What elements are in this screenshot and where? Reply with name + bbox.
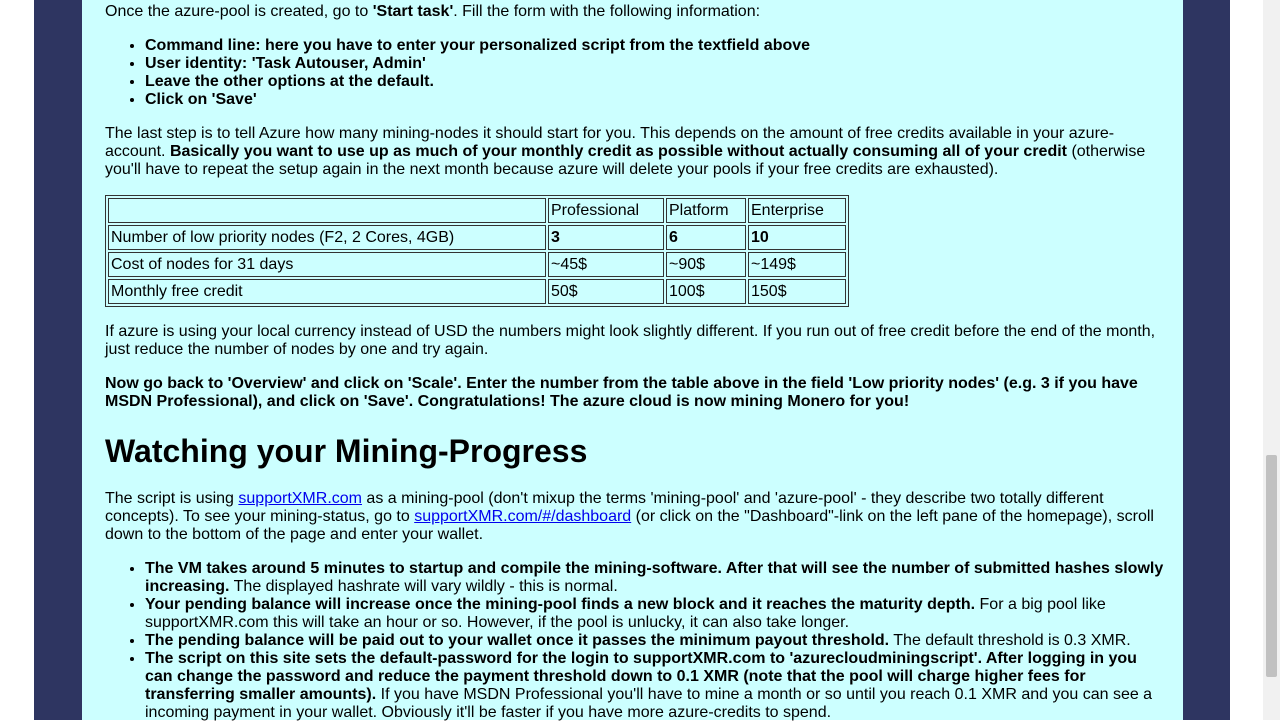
- table-header-cell: Enterprise: [748, 198, 846, 223]
- table-header-cell: Platform: [666, 198, 746, 223]
- list-item: • Click on 'Save': [145, 91, 1165, 109]
- intro-bold-text: 'Start task': [372, 3, 454, 20]
- dashboard-link[interactable]: supportXMR.com/#/dashboard: [414, 508, 632, 525]
- left-page-border: [34, 0, 82, 720]
- list-item: • The VM takes around 5 minutes to startup and compile the mining-software. After that will see the number of submitted hashes slowly increasing. The displayed hashrate will vary wildly - this is normal.: [145, 560, 1165, 596]
- section-heading: Watching your Mining-Progress: [105, 433, 588, 469]
- table-row: [108, 225, 846, 250]
- currency-note-paragraph: If azure is using your local currency instead of USD the numbers might look slightly different. If you run out of free credit before the end of the month, just reduce the number of nodes by one and try again.: [105, 323, 1156, 358]
- supportxmr-link[interactable]: supportXMR.com: [238, 490, 362, 507]
- table-cell: Cost of nodes for 31 days: [108, 252, 546, 277]
- table-cell: ~45$: [548, 252, 664, 277]
- list-item: • The script on this site sets the default-password for the login to supportXMR.com to 'azurecloudminingscript'. After logging in you can change the password and reduce the payment threshold down to 0.1 XMR (note that the pool will charge higher fees for transferring smaller amounts). If you have MSDN Professional you'll have to mine a month or so until you reach 0.1 XMR and you can see a incoming payment in your wallet. Obviously it'll be faster if you have more azure-credits to spend.: [145, 650, 1165, 722]
- nodes-table: [105, 195, 849, 307]
- list-item: • Leave the other options at the default.: [145, 73, 1165, 91]
- intro-text: Once the azure-pool is created, go to: [105, 3, 373, 20]
- table-cell: 50$: [548, 279, 664, 304]
- table-cell: 100$: [666, 279, 746, 304]
- table-cell: Number of low priority nodes (F2, 2 Cores, 4GB): [108, 225, 546, 250]
- script-paragraph: The script is using supportXMR.com as a mining-pool (don't mixup the terms 'mining-pool' and 'azure-pool' - they describe two totally different concepts). To see your mining-status, go to supportXMR.com/#/dashboard (or click on the "Dashboard"-link on the left pane of the homepage), scroll down to the bottom of the page and enter your wallet.: [105, 490, 1154, 543]
- progress-list: [105, 560, 1165, 722]
- table-header-cell: [108, 198, 546, 223]
- form-steps-list: [105, 37, 1165, 109]
- intro-text-end: . Fill the form with the following information:: [453, 3, 761, 20]
- table-cell: ~149$: [748, 252, 846, 277]
- table-cell: 10: [748, 225, 846, 250]
- article-content: [105, 3, 1165, 722]
- intro-paragraph: [105, 3, 1165, 21]
- table-cell: 6: [666, 225, 746, 250]
- right-page-border: [1183, 0, 1230, 720]
- table-cell: ~90$: [666, 252, 746, 277]
- table-cell: 150$: [748, 279, 846, 304]
- table-cell: 3: [548, 225, 664, 250]
- scrollbar-thumb[interactable]: [1266, 455, 1277, 677]
- list-item: • Command line: here you have to enter your personalized script from the textfield above: [145, 37, 1165, 55]
- table-header-cell: Professional: [548, 198, 664, 223]
- table-header-row: [108, 198, 846, 223]
- list-item: • Your pending balance will increase once the mining-pool finds a new block and it reaches the maturity depth. For a big pool like supportXMR.com this will take an hour or so. However, if the pool is unlucky, it can also take longer.: [145, 596, 1165, 632]
- last-step-paragraph: The last step is to tell Azure how many mining-nodes it should start for you. This depends on the amount of free credits available in your azure-account. Basically you want to use up as much of your monthly credit as possible without actually consuming all of your credit (otherwise you'll have to repeat the setup again in the next month because azure will delete your pools if your free credits are exhausted).: [105, 125, 1146, 178]
- table-row: [108, 279, 846, 304]
- table-cell: Monthly free credit: [108, 279, 546, 304]
- list-item: • The pending balance will be paid out to your wallet once it passes the minimum payout threshold. The default threshold is 0.3 XMR.: [145, 632, 1165, 650]
- table-row: [108, 252, 846, 277]
- scale-note-paragraph: Now go back to 'Overview' and click on 'Scale'. Enter the number from the table above in the field 'Low priority nodes' (e.g. 3 if you have MSDN Professional), and click on 'Save'. Congratulations! The azure cloud is now mining Monero for you!: [105, 375, 1138, 410]
- list-item: • User identity: 'Task Autouser, Admin': [145, 55, 1165, 73]
